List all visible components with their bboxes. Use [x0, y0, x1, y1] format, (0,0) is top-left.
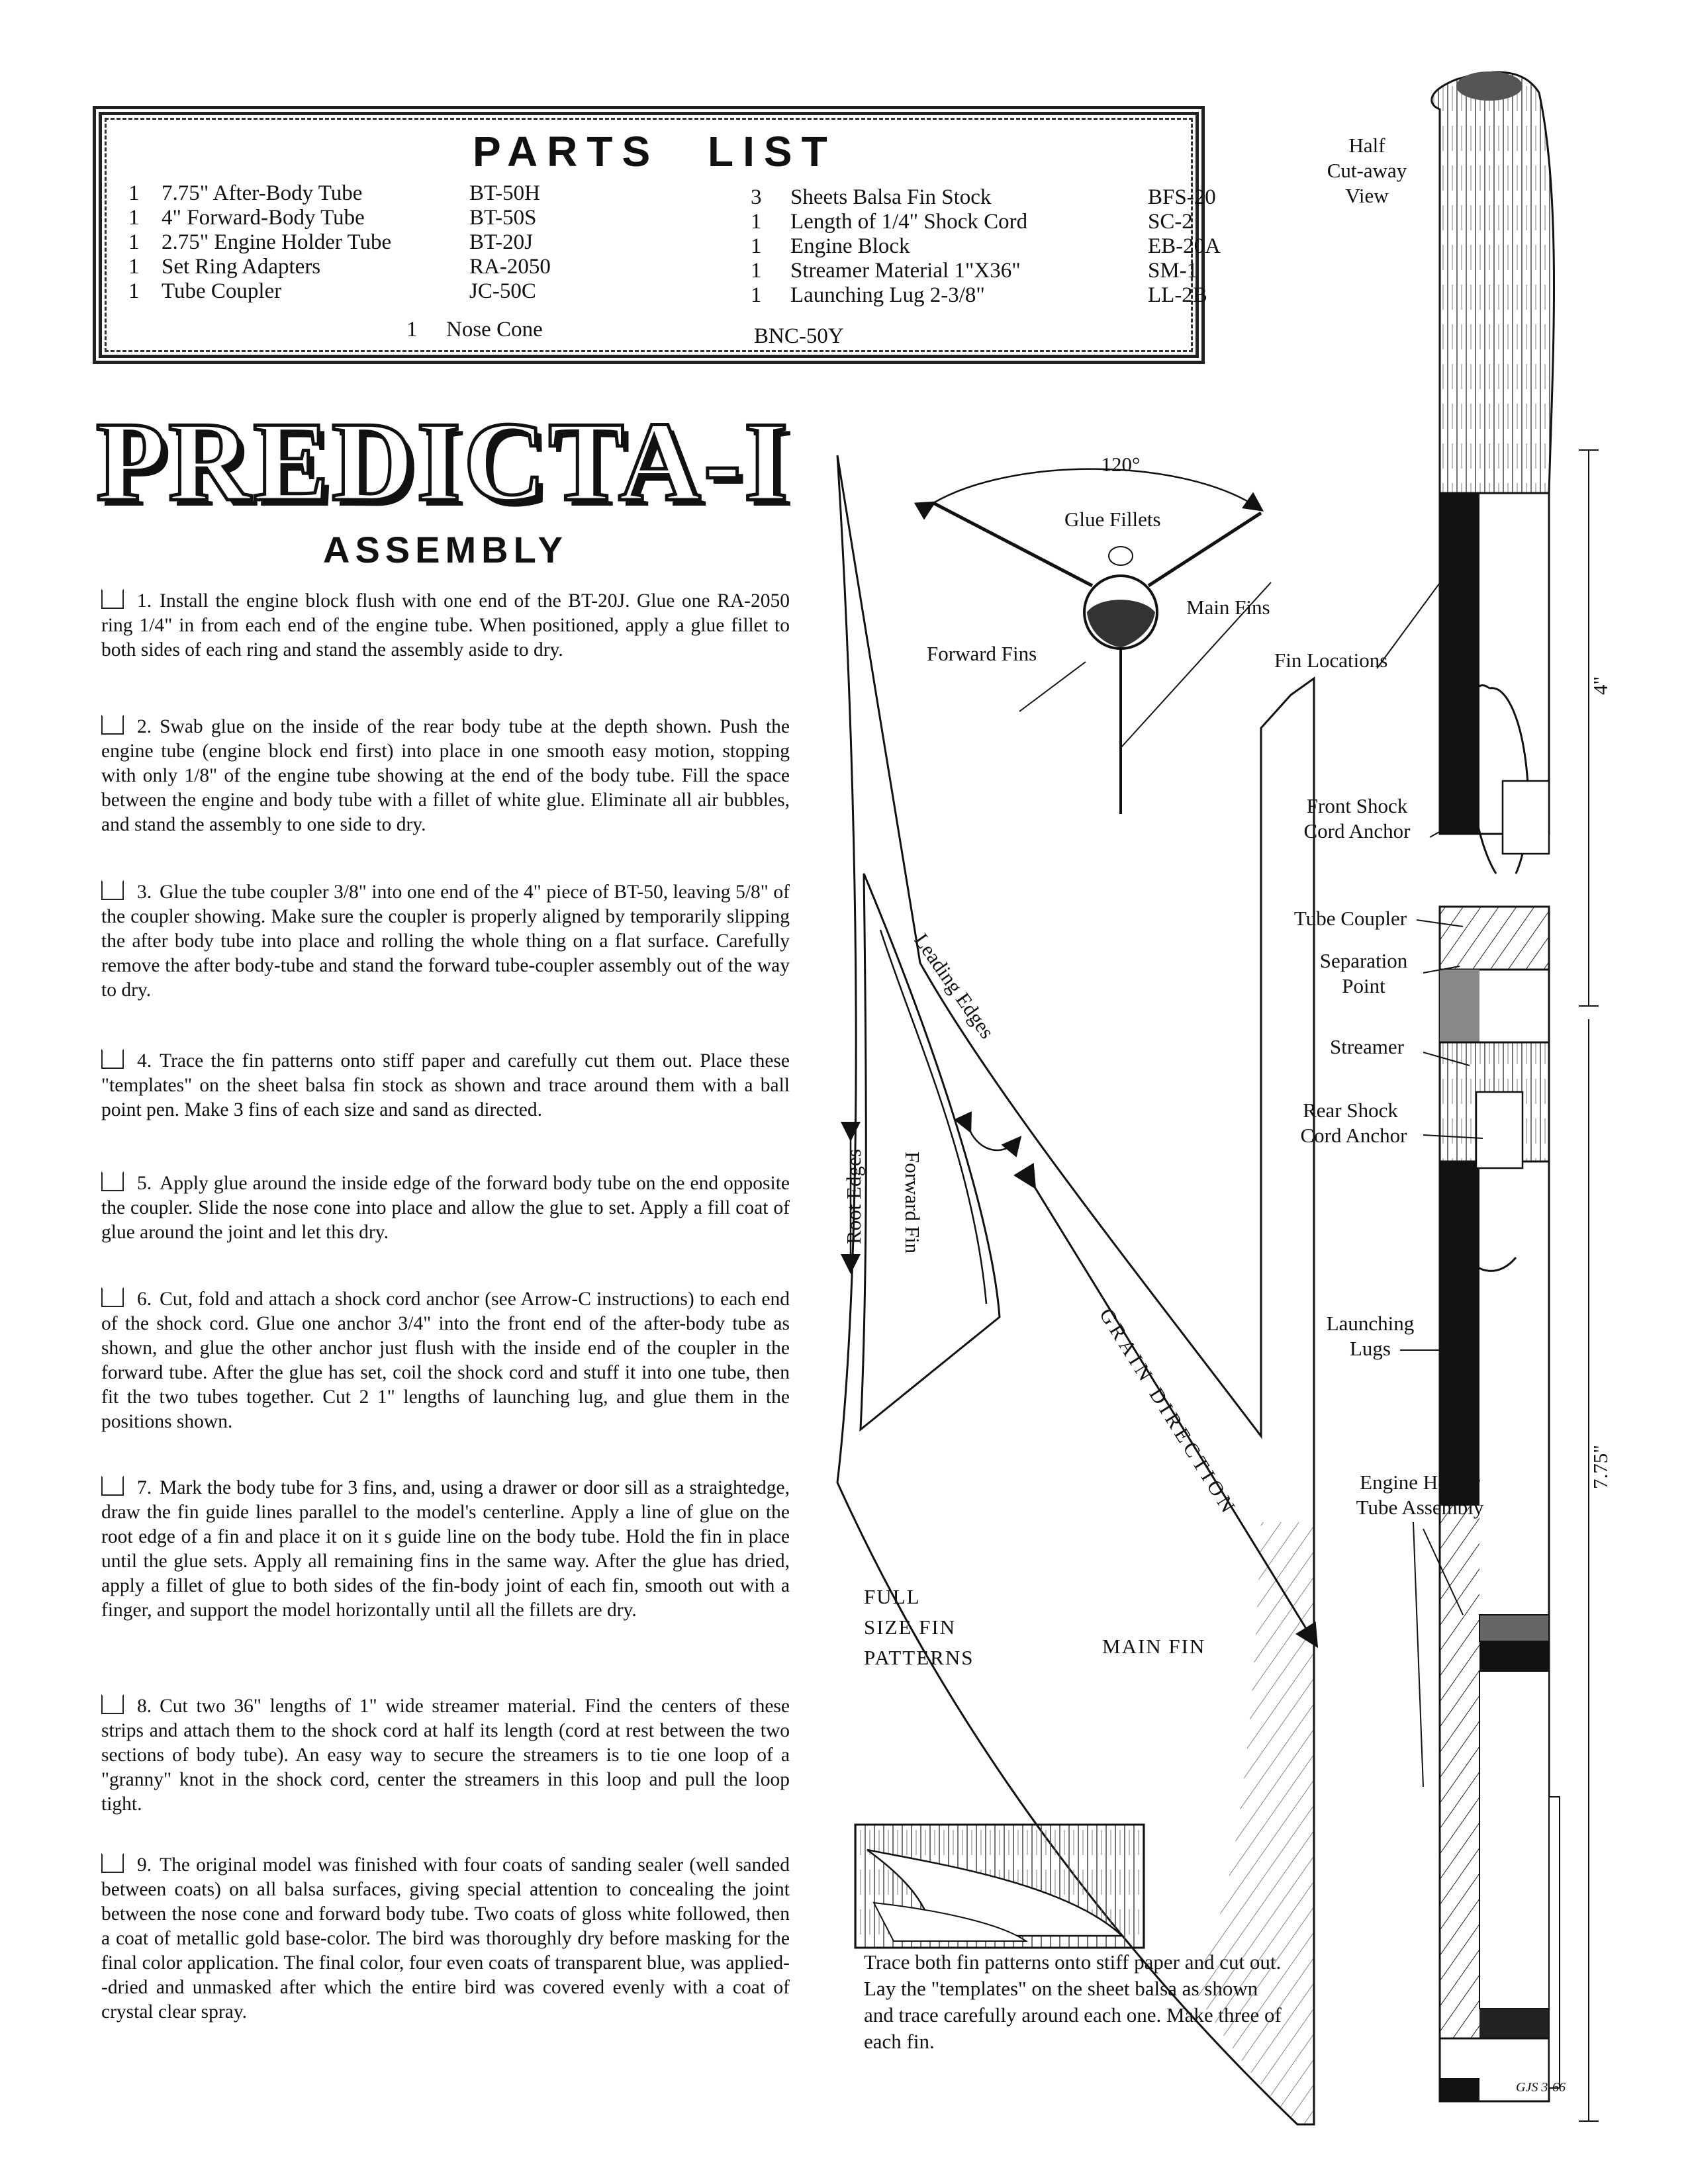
leading-edges-label: Leading Edges	[910, 929, 1000, 1043]
step-checkbox[interactable]	[101, 880, 124, 900]
parts-code: RA-2050	[469, 255, 551, 279]
step-number: 9.	[137, 1854, 152, 1876]
assembly-step	[101, 880, 790, 1003]
assembly-step	[101, 1287, 790, 1434]
parts-qty: 1	[751, 259, 762, 283]
half-view-line-2: Cut-away	[1327, 159, 1407, 182]
parts-qty: 3	[751, 185, 762, 209]
main-fin-label: MAIN FIN	[1102, 1635, 1206, 1658]
parts-qty: 1	[128, 206, 140, 230]
rocket-cutaway	[1432, 71, 1560, 2101]
parts-desc: 7.75" After-Body Tube	[162, 181, 363, 205]
parts-bottom-qty: 1	[406, 318, 418, 341]
engine-holder-line-2: Tube Assembly	[1356, 1496, 1484, 1519]
parts-bottom-code: BNC-50Y	[754, 324, 844, 348]
fin-locations-label: Fin Locations	[1274, 649, 1388, 672]
nose-cone	[1432, 72, 1554, 493]
parts-list-left-column	[102, 181, 645, 307]
parts-desc: Launching Lug 2-3/8"	[790, 283, 985, 307]
parts-heading-right: LIST	[708, 128, 837, 175]
dim-after-label: 7.75"	[1589, 1445, 1612, 1489]
parts-qty: 1	[751, 283, 762, 307]
step-checkbox[interactable]	[101, 589, 124, 609]
glue-fillets-label: Glue Fillets	[1064, 508, 1161, 531]
front-anchor-line-2: Cord Anchor	[1303, 819, 1411, 842]
step-number: 1.	[137, 590, 152, 612]
step-text: Trace the fin patterns onto stiff paper and carefully cut them out. Place these "templates" on the sheet balsa fin stock as shown and trace around them with a ball point pen. Make 3 fins of each size and sand as directed.	[101, 1050, 790, 1120]
angle-label: 120°	[1101, 453, 1141, 476]
tube-coupler-label: Tube Coupler	[1293, 907, 1407, 930]
parts-code: SC-2	[1148, 210, 1193, 234]
step-number: 6.	[137, 1289, 152, 1310]
step-text: Glue the tube coupler 3/8" into one end of the 4" piece of BT-50, leaving 5/8" of the coupler showing. Make sure the coupler is properly aligned by temporarily slipping the after body tube into place and rolling the whole thing on a flat surface. Carefully remove the after body-tube and stand the forward tube-coupler assembly out of the way to dry.	[101, 882, 790, 1001]
root-edges-label: Root Edges	[842, 1149, 865, 1244]
parts-desc: Sheets Balsa Fin Stock	[790, 185, 992, 209]
assembly-step	[101, 1853, 790, 2025]
drafter-signature: GJS 3-66	[1516, 2080, 1566, 2095]
step-checkbox[interactable]	[101, 1476, 124, 1496]
assembly-step	[101, 1694, 790, 1817]
step-text: Cut two 36" lengths of 1" wide streamer material. Find the centers of these strips and attach them to the shock cord at half its length (cord at rest between the two sections of body tube). An easy way to secure the streamers is to tie one loop of a "granny" knot in the shock cord, center the streamers in this loop and pull the loop tight.	[101, 1696, 790, 1815]
parts-code: BT-50H	[469, 181, 540, 205]
step-checkbox[interactable]	[101, 715, 124, 735]
step-number: 5.	[137, 1173, 152, 1194]
parts-code: LL-2B	[1148, 283, 1207, 307]
forward-fins-label: Forward Fins	[927, 642, 1037, 665]
step-text: The original model was finished with four coats of sanding sealer (well sanded between coats) on all balsa surfaces, giving special attention to concealing the joint between the nose cone and forward body tube. Two coats of gloss white followed, then a coat of metallic gold base-color. The bird was thoroughly dry before masking for the final color application. The final color, four even coats of transparent blue, was applied--dried and unmasked after which the entire bird was covered evenly with a coat of crystal clear spray.	[101, 1854, 790, 2023]
streamer-label: Streamer	[1330, 1035, 1404, 1058]
step-checkbox[interactable]	[101, 1694, 124, 1714]
parts-qty: 1	[128, 279, 140, 303]
trace-instructions: Trace both fin patterns onto stiff paper and cut out. Lay the "templates" on the sheet balsa as shown and trace carefully around each one. Make three of each fin.	[864, 1950, 1282, 2053]
parts-desc: Tube Coupler	[162, 279, 282, 303]
parts-code: BT-50S	[469, 206, 537, 230]
step-number: 8.	[137, 1696, 152, 1717]
separation-point-line-1: Separation	[1319, 949, 1408, 972]
leading-edges-arrow	[970, 1130, 1019, 1150]
full-size-patterns-label	[864, 1582, 974, 1673]
step-text: Apply glue around the inside edge of the forward body tube on the end opposite the coupler. Slide the nose cone into place and allow the glue to set. Apply a fill coat of glue around the joint and let this dry.	[101, 1173, 790, 1243]
front-anchor-line-1: Front Shock	[1306, 794, 1408, 817]
step-number: 3.	[137, 882, 152, 903]
parts-code: JC-50C	[469, 279, 536, 303]
parts-qty: 1	[128, 181, 140, 205]
patterns-line-2: SIZE FIN	[864, 1615, 957, 1639]
balsa-sheet-sketch	[854, 1823, 1145, 1949]
dim-forward-label: 4"	[1589, 676, 1612, 695]
half-view-line-3: View	[1345, 184, 1389, 207]
launching-lugs-line-1: Launching	[1326, 1312, 1415, 1335]
parts-code: SM-1	[1148, 259, 1198, 283]
assembly-step	[101, 1049, 790, 1122]
assembly-step	[101, 589, 790, 662]
separation-point-line-2: Point	[1342, 974, 1385, 997]
step-checkbox[interactable]	[101, 1049, 124, 1069]
step-text: Install the engine block flush with one end of the BT-20J. Glue one RA-2050 ring 1/4" in from each end of the engine tube. When positioned, apply a glue fillet to both sides of each ring and stand the assembly aside to dry.	[101, 590, 790, 660]
parts-desc: Length of 1/4" Shock Cord	[790, 210, 1028, 234]
step-number: 7.	[137, 1477, 152, 1498]
parts-bottom-desc: Nose Cone	[446, 318, 543, 341]
assembly-step	[101, 715, 790, 837]
parts-qty: 1	[128, 230, 140, 254]
step-number: 2.	[137, 716, 152, 737]
rear-anchor-line-2: Cord Anchor	[1300, 1124, 1407, 1147]
step-checkbox[interactable]	[101, 1171, 124, 1191]
rear-anchor-line-1: Rear Shock	[1303, 1099, 1398, 1122]
parts-code: BFS-20	[1148, 185, 1216, 209]
parts-desc: Engine Block	[790, 234, 910, 258]
parts-code: EB-20A	[1148, 234, 1221, 258]
forward-fin-label: Forward Fin	[901, 1152, 924, 1254]
parts-desc: Streamer Material 1"X36"	[790, 259, 1021, 283]
patterns-line-1: FULL	[864, 1585, 921, 1608]
page-title: PREDICTA-I	[96, 399, 791, 525]
assembly-step	[101, 1171, 790, 1245]
step-number: 4.	[137, 1050, 152, 1071]
patterns-line-3: PATTERNS	[864, 1646, 974, 1669]
step-text: Mark the body tube for 3 fins, and, using a drawer or door sill as a straightedge, draw the fin guide lines parallel to the model's centerline. Apply a line of glue on the root edge of a fin and place it on it s guide line on the body tube. Hold the fin in place until the glue sets. Apply all remaining fins in the same way. After the glue has dried, apply a fillet of glue to both sides of the fin-body joint of each fin, smooth out with a finger, and support the model horizontally until all the fillets are dry.	[101, 1477, 790, 1621]
step-checkbox[interactable]	[101, 1853, 124, 1873]
parts-desc: 4" Forward-Body Tube	[162, 206, 365, 230]
parts-qty: 1	[751, 234, 762, 258]
step-checkbox[interactable]	[101, 1287, 124, 1307]
parts-qty: 1	[751, 210, 762, 234]
parts-desc: 2.75" Engine Holder Tube	[162, 230, 392, 254]
grain-direction-label: GRAIN DIRECTION	[1095, 1304, 1243, 1520]
assembly-step	[101, 1476, 790, 1623]
half-view-line-1: Half	[1348, 134, 1385, 157]
parts-qty: 1	[128, 255, 140, 279]
assembly-heading: ASSEMBLY	[323, 529, 569, 570]
parts-desc: Set Ring Adapters	[162, 255, 321, 279]
step-text: Cut, fold and attach a shock cord anchor (see Arrow-C instructions) to each end of the shock cord. Glue one anchor 3/4" into the front end of the after-body tube as shown, and glue the other anchor just flush with the inside end of the coupler in the forward tube. After the glue has set, coil the shock cord and stuff it into one tube, then fit the two tubes together. Cut 2 1" lengths of launching lug, and glue them in the positions shown.	[101, 1289, 790, 1432]
parts-heading-left: PARTS	[473, 128, 660, 175]
parts-code: BT-20J	[469, 230, 533, 254]
main-fins-label: Main Fins	[1186, 596, 1270, 619]
step-text: Swab glue on the inside of the rear body tube at the depth shown. Push the engine tube (engine block end first) into place in one smooth easy motion, stopping with only 1/8" of the engine tube showing at the end of the body tube. Fill the space between the engine and body tube with a fillet of white glue. Eliminate all air bubbles, and stand the assembly to one side to dry.	[101, 716, 790, 835]
engine-holder-line-1: Engine Holder	[1360, 1471, 1480, 1494]
launching-lugs-line-2: Lugs	[1350, 1337, 1391, 1360]
